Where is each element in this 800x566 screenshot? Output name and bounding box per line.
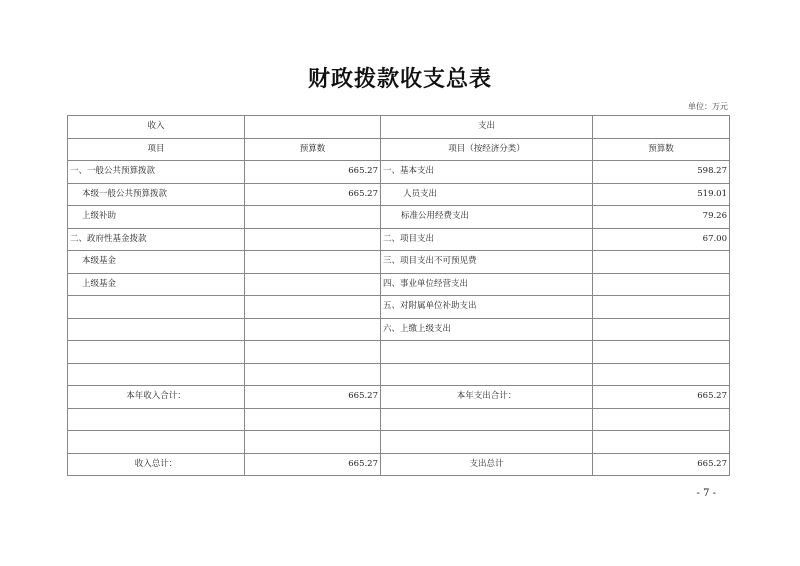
year-expense-total-label: 本年支出合计： bbox=[381, 386, 593, 409]
income-amount bbox=[245, 206, 381, 229]
page-title: 财政拨款收支总表 bbox=[307, 67, 492, 92]
income-item bbox=[68, 363, 245, 386]
table-row-blank bbox=[68, 431, 730, 454]
table-row bbox=[68, 183, 730, 206]
grand-expense-total-amount: 665.27 bbox=[593, 453, 730, 476]
income-item: 本级一般公共预算拨款 bbox=[68, 183, 245, 206]
header-row-top bbox=[68, 116, 730, 139]
header-expense: 支出 bbox=[381, 116, 593, 139]
grand-total-row bbox=[68, 453, 730, 476]
income-item bbox=[68, 341, 245, 364]
income-amount bbox=[245, 228, 381, 251]
income-amount bbox=[245, 318, 381, 341]
expense-amount: 519.01 bbox=[593, 183, 730, 206]
income-item bbox=[68, 296, 245, 319]
expense-amount bbox=[593, 251, 730, 274]
expense-amount bbox=[593, 341, 730, 364]
expense-amount bbox=[593, 318, 730, 341]
table-row bbox=[68, 318, 730, 341]
year-expense-total-amount: 665.27 bbox=[593, 386, 730, 409]
budget-table bbox=[67, 115, 730, 476]
year-income-total-label: 本年收入合计： bbox=[68, 386, 245, 409]
table-row bbox=[68, 228, 730, 251]
income-amount bbox=[245, 296, 381, 319]
header-income: 收入 bbox=[68, 116, 245, 139]
header-expense-item: 项目（按经济分类） bbox=[381, 138, 593, 161]
header-income-budget: 预算数 bbox=[245, 138, 381, 161]
income-item: 本级基金 bbox=[68, 251, 245, 274]
table-row bbox=[68, 363, 730, 386]
expense-item: 人员支出 bbox=[381, 183, 593, 206]
expense-amount bbox=[593, 363, 730, 386]
income-amount bbox=[245, 273, 381, 296]
expense-item: 五、对附属单位补助支出 bbox=[381, 296, 593, 319]
table-row bbox=[68, 161, 730, 184]
income-amount bbox=[245, 363, 381, 386]
expense-amount: 598.27 bbox=[593, 161, 730, 184]
table-row bbox=[68, 341, 730, 364]
expense-item: 四、事业单位经营支出 bbox=[381, 273, 593, 296]
table-row-blank bbox=[68, 408, 730, 431]
income-item: 上级补助 bbox=[68, 206, 245, 229]
year-income-total-amount: 665.27 bbox=[245, 386, 381, 409]
expense-item: 六、上缴上级支出 bbox=[381, 318, 593, 341]
expense-amount: 79.26 bbox=[593, 206, 730, 229]
income-item bbox=[68, 318, 245, 341]
income-amount: 665.27 bbox=[245, 161, 381, 184]
unit-label: 单位：万元 bbox=[688, 102, 728, 111]
income-amount bbox=[245, 251, 381, 274]
expense-amount: 67.00 bbox=[593, 228, 730, 251]
expense-amount bbox=[593, 296, 730, 319]
income-amount bbox=[245, 341, 381, 364]
income-item: 一、一般公共预算拨款 bbox=[68, 161, 245, 184]
expense-item: 标准公用经费支出 bbox=[381, 206, 593, 229]
expense-item: 三、项目支出不可预见费 bbox=[381, 251, 593, 274]
expense-item: 一、基本支出 bbox=[381, 161, 593, 184]
header-expense-budget: 预算数 bbox=[593, 138, 730, 161]
expense-amount bbox=[593, 273, 730, 296]
table-row bbox=[68, 251, 730, 274]
header-empty bbox=[593, 116, 730, 139]
income-item: 上级基金 bbox=[68, 273, 245, 296]
year-total-row bbox=[68, 386, 730, 409]
table-row bbox=[68, 273, 730, 296]
table-row bbox=[68, 206, 730, 229]
income-item: 二、政府性基金拨款 bbox=[68, 228, 245, 251]
header-row-sub bbox=[68, 138, 730, 161]
table-row bbox=[68, 296, 730, 319]
grand-income-total-label: 收入总计： bbox=[68, 453, 245, 476]
page-number: - 7 - bbox=[696, 488, 716, 499]
grand-expense-total-label: 支出总计 bbox=[381, 453, 593, 476]
income-amount: 665.27 bbox=[245, 183, 381, 206]
expense-item bbox=[381, 363, 593, 386]
header-income-item: 项目 bbox=[68, 138, 245, 161]
grand-income-total-amount: 665.27 bbox=[245, 453, 381, 476]
expense-item: 二、项目支出 bbox=[381, 228, 593, 251]
expense-item bbox=[381, 341, 593, 364]
header-empty bbox=[245, 116, 381, 139]
